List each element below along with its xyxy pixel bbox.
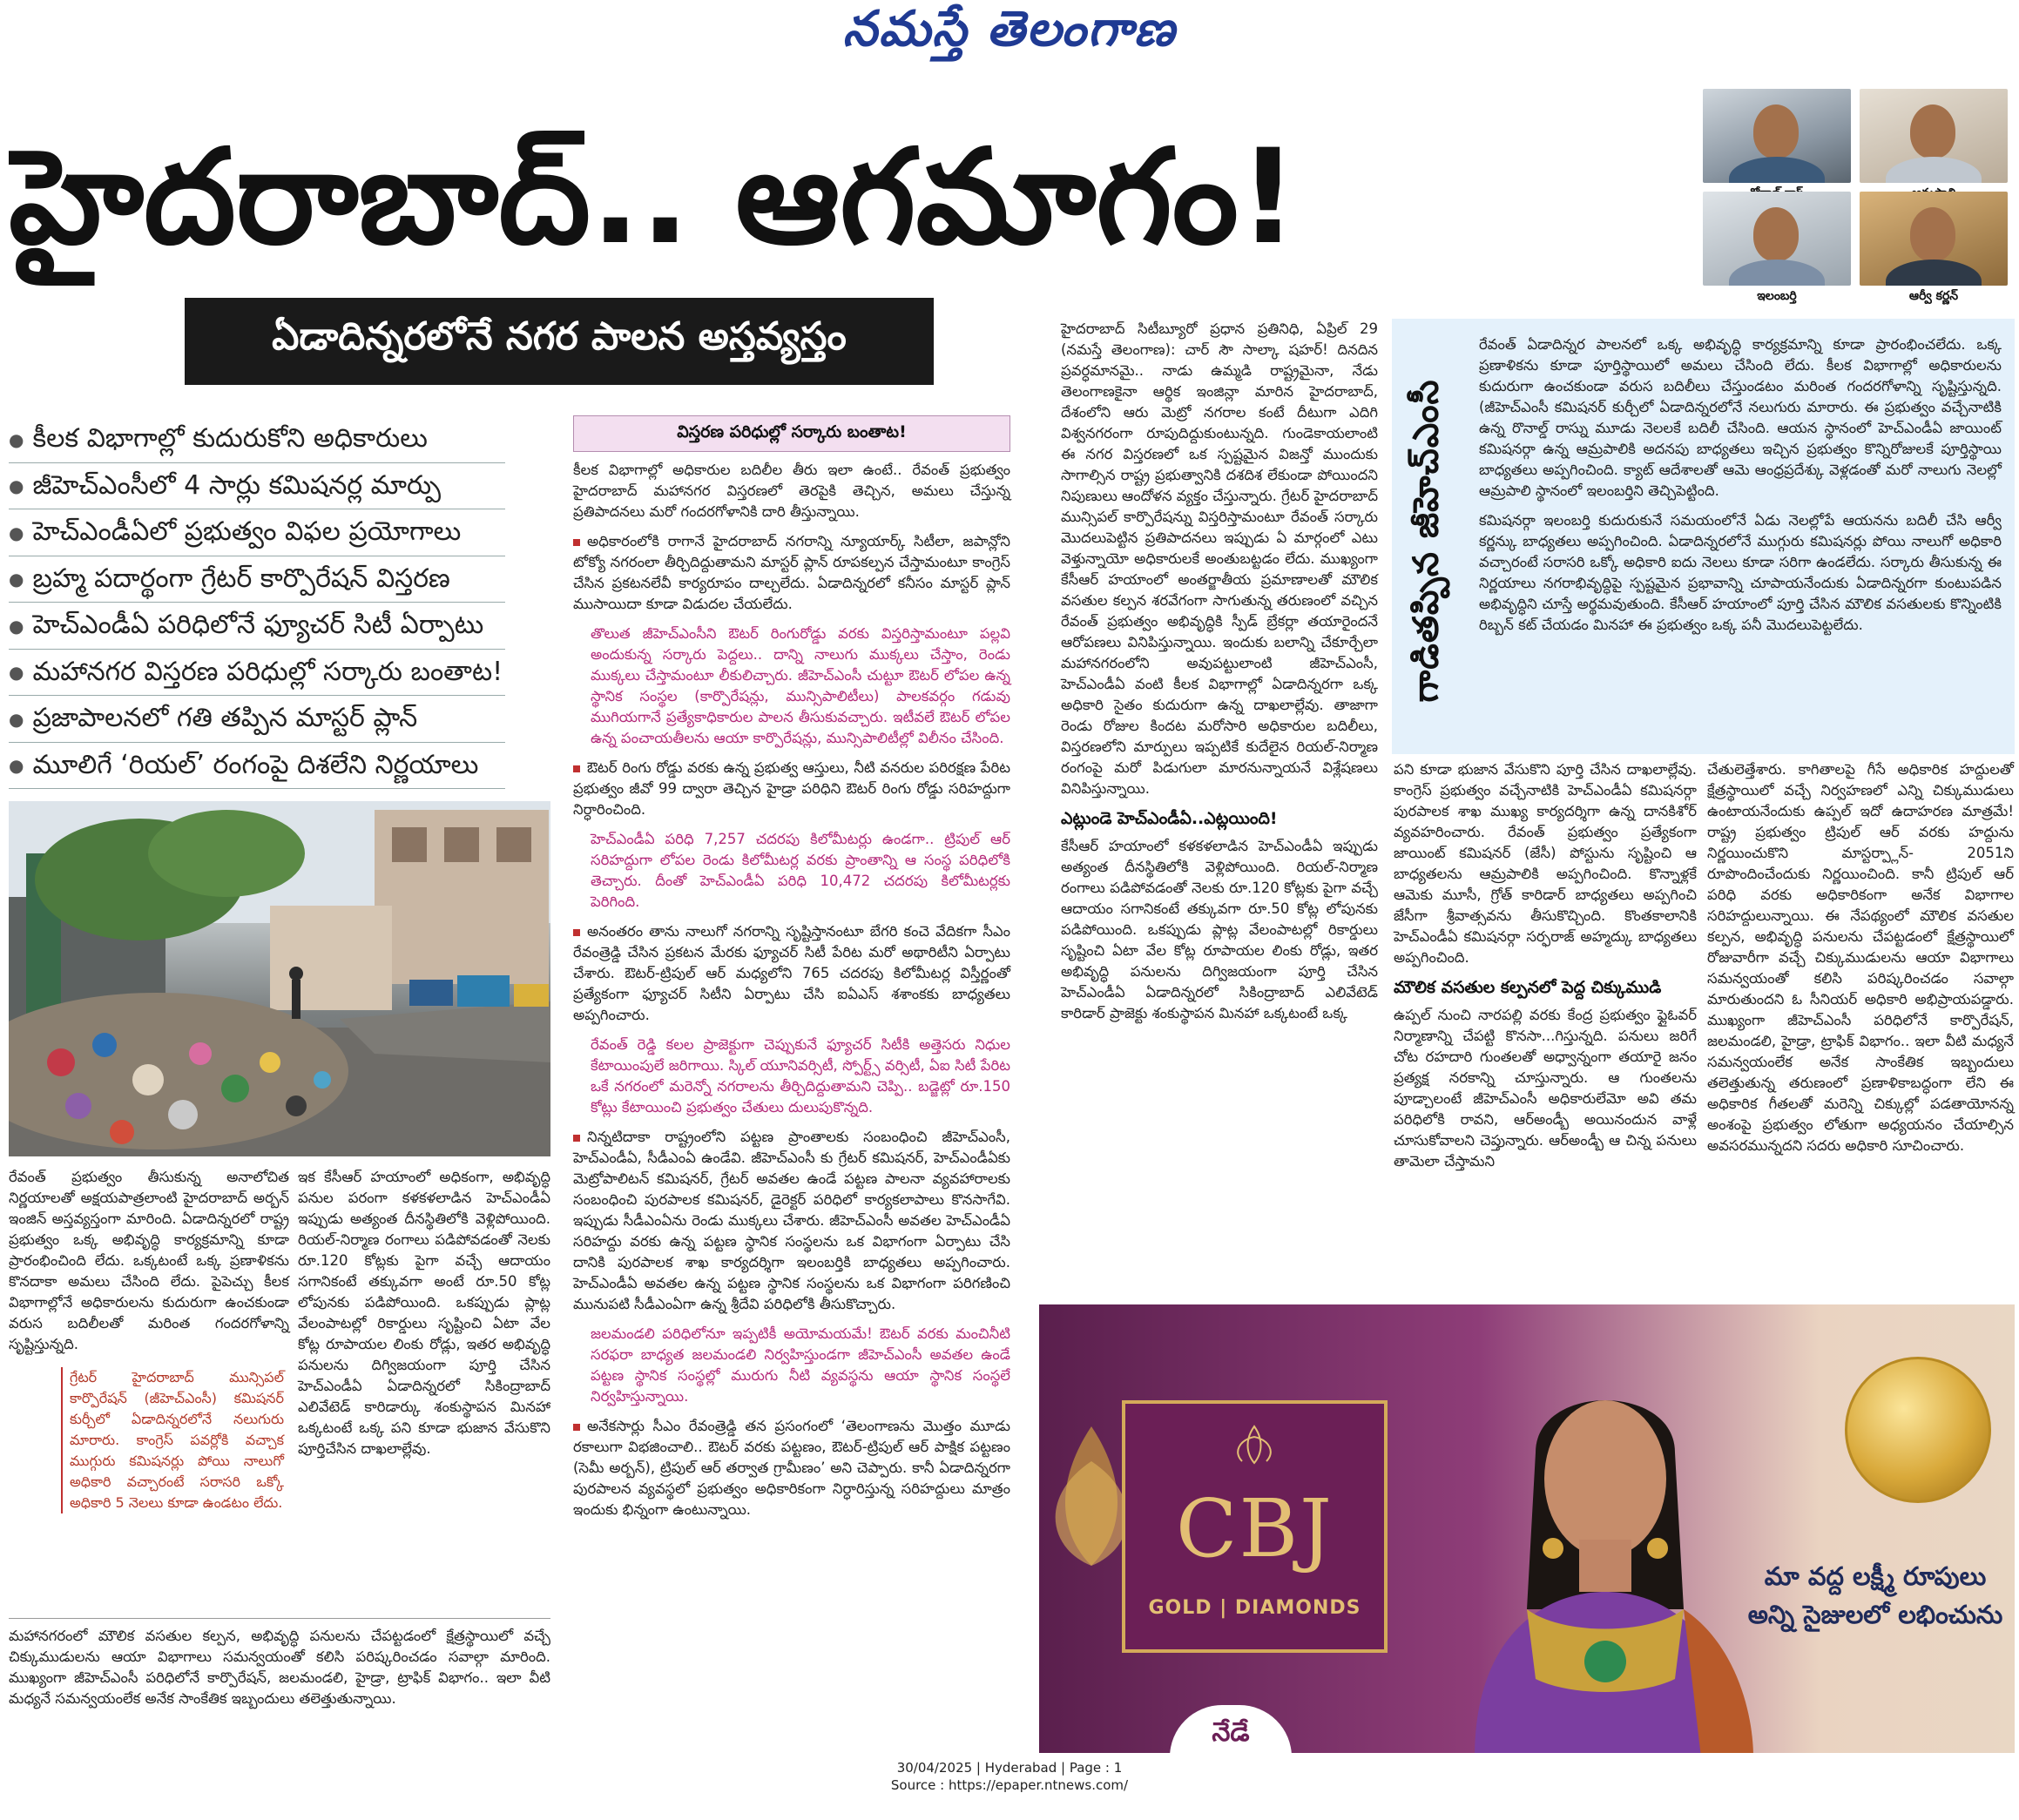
subheadline: ఏడాదిన్నరలోనే నగర పాలన అస్తవ్యస్తం <box>185 298 934 385</box>
edition-info: 30/04/2025 | Hyderabad | Page : 1 <box>896 1760 1123 1776</box>
bullet-paragraph: అనేకసార్లు సీఎం రేవంత్రెడ్డి తన ప్రసంగంలో ‘తెలంగాణను మొత్తం మూడు రకాలుగా విభజించాలి.. ఔటర్ వరకు పట్టణం, ఔటర్-ట్రిపుల్ ఆర్ పాక్షిక పట్టణం (సెమీ అర్బన్), ట్రిపుల్ ఆర్ తర్వాత గ్రామీణం’ అని చెప్పారు. కానీ ఏడాదిన్నరగా పురపాలన వ్యవస్థలో ప్రభుత్వం అధికారికంగా నిర్ధారిస్తున్న సరిహద్దులు మాత్రం ఇందుకు భిన్నంగా ఉంటున్నాయి. <box>573 1418 1010 1518</box>
highlight-paragraph: జలమండలి పరిధిలోనూ ఇప్పటికీ అయోమయమే! ఔటర్ వరకు మంచినీటి సరఫరా బాధ్యత జలమండలి నిర్వహిస్తుండగా జీహెచ్ఎంసీ అవతల ఉండే పట్టణ స్థానిక సంస్థల్లో మురుగు నీటి వ్యవస్థను ఆయా స్థానిక సంస్థలే నిర్వహిస్తున్నాయి. <box>591 1325 1010 1405</box>
red-square-icon <box>573 1135 580 1142</box>
ad-line: అన్ని సైజులలో లభించును <box>1747 1600 2003 1629</box>
section-heading: విస్తరణ పరిధుల్లో సర్కారు బంతాట! <box>573 415 1010 452</box>
key-point: ● హెచ్ఎండీఏ పరిధిలోనే ఫ్యూచర్ సిటీ ఏర్పాటు <box>9 603 505 650</box>
officer-photo <box>1860 192 2008 306</box>
photo-caption: ఆర్వీ కర్ణన్ <box>1908 289 1959 303</box>
article-col-6 <box>1707 759 2014 1165</box>
vertical-title: గాడితప్పిన జీహెచ్ఎంసీ <box>1407 379 1447 703</box>
pull-quote-text: గ్రేటర్ హైదరాబాద్ మున్సిపల్ కార్పొరేషన్ (జీహెచ్ఎంసీ) కమిషనర్ కుర్చీలో ఏడాదిన్నరలోనే నలుగురు మారారు. కాంగ్రెస్ పవర్లోకి వచ్చాక ముగ్గురు కమిషనర్లు పోయి నాలుగో అధికారి వచ్చారంటే సరాసరి ఒక్కో అధికారి 5 నెలలు కూడా ఉండటం లేదు. <box>70 1369 284 1511</box>
paragraph: చేతులెత్తేశారు. కాగితాలపై గీసే అధికారిక హద్దులతో క్షేత్రస్థాయిలో వచ్చే నిర్వహణలో ఎన్ని చిక్కుముడులు ఉంటాయనేందుకు ఉప్పల్ ఇదో ఉదాహరణ మాత్రమే! రాష్ట్ర ప్రభుత్వం ట్రిపుల్ ఆర్ వరకు హద్దును నిర్ణయించుకొని మాస్టర్ప్లాన్- 2051ని రూపొందించేందుకు నిర్ణయించింది. కానీ ట్రిపుల్ ఆర్ పరిధి వరకు అధికారికంగా అనేక విభాగాల సరిహద్దులున్నాయి. ఈ నేపథ్యంలో మౌలిక వసతుల కల్పన, అభివృద్ధి పనులను చేపట్టడంలో క్షేత్రస్థాయిలో రోజువారీగా వచ్చే చిక్కుముడులను ఆయా విభాగాలు సమన్వయంతో కలిసి పరిష్కరించడం సవాల్గా మారుతుందని ఓ సీనియర్ అధికారి అభిప్రాయపడ్డారు. ముఖ్యంగా జీహెచ్ఎంసీ పరిధిలోనే కార్పొరేషన్, జలమండలి, హైడ్రా, ట్రాఫిక్ విభాగం.. ఇలా వీటి మధ్యనే సమన్వయంలేక అనేక సాంకేతిక ఇబ్బందులు తలెత్తుతున్న తరుణంలో ప్రణాళికాబద్ధంగా లేని ఈ అధికారిక గీతలతో మరెన్ని చిక్కుల్లో పడతాయోనన్న అంశంపై ప్రభుత్వం లోతుగా అధ్యయనం చేయాల్సిన అవసరమున్నదని సదరు అధికారి సూచించారు. <box>1707 761 2014 1154</box>
article-col-3 <box>573 460 1010 1529</box>
masthead <box>0 0 2019 61</box>
paragraph: కేసీఆర్ హయాంలో కళకళలాడిన హెచ్ఎండీఏ ఇప్పుడు అత్యంత దీనస్థితిలోకి వెళ్లిపోయింది. రియల్-నిర్మాణ రంగాలు పడిపోవడంతో నెలకు రూ.120 కోట్లకు పైగా వచ్చే ఆదాయం సగానికంటే తక్కువగా రూ.50 కోట్ల లోపునకు పడిపోయింది. ఒకప్పుడు ప్లాట్ల వేలంపాటల్లో రికార్డులు సృష్టించి ఏటా వేల కోట్ల రూపాయల లింకు రోడ్లు, ఇతర అభివృద్ధి పనులను దిగ్విజయంగా పూర్తి చేసిన హెచ్ఎండీఏ ఏడాదిన్నరలో సికింద్రాబాద్ ఎలివేటెడ్ కారిడార్ ప్రాజెక్టు శంకుస్థాపన మినహా ఒక్కటంటే ఒక్క <box>1061 838 1378 1021</box>
ad-line: మా వద్ద లక్ష్మీ రూపులు <box>1764 1561 1987 1591</box>
peacock-lotus-icon <box>1226 1423 1282 1466</box>
red-square-icon <box>573 929 580 936</box>
bullet-paragraph: ఔటర్ రింగు రోడ్డు వరకు ఉన్న ప్రభుత్వ ఆస్తులు, నీటి వనరుల పరిరక్షణ పేరిట ప్రభుత్వం జీవో 99 ద్వారా తెచ్చిన హైడ్రా పరిధిని ఔటర్ రింగు రోడ్డు సరిహద్దుగా నిర్ధారించింది. <box>573 759 1010 818</box>
sidebar-text <box>1479 334 2002 644</box>
source-link[interactable]: Source : https://epaper.ntnews.com/ <box>890 1777 1129 1793</box>
cbj-advertisement[interactable] <box>1039 1304 2015 1753</box>
article-col-5 <box>1394 759 1697 1181</box>
key-point: ● జీహెచ్ఎంసీలో 4 సార్లు కమిషనర్ల మార్పు <box>9 463 505 510</box>
red-square-icon <box>573 1424 580 1431</box>
highlight-paragraph: రేవంత్ రెడ్డి కలల ప్రాజెక్టుగా చెప్పుకునే ఫ్యూచర్ సిటీకి అత్తెసరు నిధుల కేటాయింపులే జరిగాయి. స్కిల్ యూనివర్సిటీ, స్పోర్ట్స్ వర్సిటీ, ఏఐ సిటీ పేరిట ఒకే నగరంలో మరెన్నో నగరాలను తీర్చిదిద్దుతామని చెప్పి.. బడ్జెట్లో రూ.150 కోట్లు కేటాయించి ప్రభుత్వం చేతులు దులుపుకొన్నది. <box>591 1036 1010 1116</box>
officer-photo <box>1703 192 1851 306</box>
key-point: ● ప్రజాపాలనలో గతి తప్పిన మాస్టర్ ప్లాన్ <box>9 696 505 743</box>
article-col-4 <box>1061 319 1378 1033</box>
paragraph: రేవంత్ ప్రభుత్వం తీసుకున్న అనాలోచిత నిర్ణయాలతో అక్షయపాత్రలాంటి హైదరాబాద్ అర్బన్ ఇంజిన్ అస్తవ్యస్తంగా మారింది. ఏడాదిన్నరలో రాష్ట్ర ప్రభుత్వం ఒక్క అభివృద్ధి కార్యక్రమాన్ని కూడా ప్రారంభించింది లేదు. ఒక్కటంటే ఒక్క ప్రణాళికను కొనదాకా అమలు చేసింది లేదు. పైపెచ్చు కీలక విభాగాల్లోనే అధికారులను కుదురుగా ఉంచకుండా వరుస బదిలీలతో మరింత గందరగోళాన్ని సృష్టిస్తున్నది. <box>9 1169 289 1352</box>
red-square-icon <box>573 765 580 772</box>
ad-message <box>1740 1557 2010 1634</box>
lakshmi-gold-coin-icon <box>1845 1357 1991 1503</box>
key-points-list <box>9 416 505 789</box>
key-point: ● బ్రహ్మ పదార్థంగా గ్రేటర్ కార్పొరేషన్ విస్తరణ <box>9 556 505 603</box>
subheading: మౌలిక వసతుల కల్పనలో పెద్ద చిక్కుముడి <box>1394 978 1662 997</box>
ad-badge: నేడే <box>1170 1705 1292 1753</box>
paragraph: ఉప్పల్ నుంచి నారపల్లి వరకు కేంద్ర ప్రభుత్వం ఫ్లైఓవర్ నిర్మాణాన్ని చేపట్టి కొనసా...గిస్తున్నది. పనులు జరిగే చోట రహదారి గుంతలతో అధ్వాన్నంగా తయారై జనం ప్రత్యక్ష నరకాన్ని చూస్తున్నారు. ఆ గుంతలను పూడ్చాలంటే జీహెచ్ఎంసీ అధికారులేమో అవి తమ పరిధిలోకి రావని, ఆర్అండ్బీ అయినందున వాళ్లే చూసుకోవాలని చెప్తున్నారు. ఆర్అండ్బీ ఆ చిన్న పనులు తామెలా చేస్తామని <box>1394 1007 1697 1170</box>
photo-caption: ఇలంబర్తి <box>1757 289 1797 303</box>
masthead-logo: నమస్తే తెలంగాణ <box>842 0 1177 57</box>
model-portrait <box>1422 1348 1788 1753</box>
key-point: ● కీలక విభాగాల్లో కుదురుకోని అధికారులు <box>9 416 505 463</box>
bullet-paragraph: నిన్నటిదాకా రాష్ట్రంలోని పట్టణ ప్రాంతాలకు సంబంధించి జీహెచ్ఎంసీ, హెచ్ఎండీఏ, సీడీఎంఏ ఉండేవి. జీహెచ్ఎంసీ కు గ్రేటర్ కమిషనర్, హెచ్ఎండీఏకు మెట్రోపాలిటన్ కమిషనర్, గ్రేటర్ అవతల ఉండే పట్టణ పాలనా వ్యవహారాలకు సంబంధించి పురపాలక కమిషనర్, డైరెక్టర్ పరిధిలో కార్యకలాపాలు కొనసాగేవి. ఇప్పుడు సీడీఎంఏను రెండు ముక్కలు చేశారు. జీహెచ్ఎంసీ అవతల హెచ్ఎండీఏ సరిహద్దు వరకు ఉన్న పట్టణ స్థానిక సంస్థలను ఒక విభాగంగా ఏర్పాటు చేసి దానికి పురపాలక శాఖ కార్యదర్శిగా ఇలంబర్తికి బాధ్యతలు అప్పగించారు. హెచ్ఎండీఏ అవతల ఉన్న పట్టణ స్థానిక సంస్థలను ఒక విభాగంగా పరిగణించి మునుపటి సీడీఎంఏగా ఉన్న శ్రీదేవి పరిధిలోకి తీసుకొచ్చారు. <box>573 1129 1010 1312</box>
officer-photo <box>1703 89 1851 203</box>
page-footer <box>0 1759 2019 1794</box>
paragraph: మహానగరంలో మౌలిక వసతుల కల్పన, అభివృద్ధి పనులను చేపట్టడంలో క్షేత్రస్థాయిలో వచ్చే చిక్కుముడులను ఆయా విభాగాలు సమన్వయంతో కలిసి పరిష్కరించడం సవాల్గా మారింది. ముఖ్యంగా జీహెచ్ఎంసీ పరిధిలోనే కార్పొరేషన్, జలమండలి, హైడ్రా, ట్రాఫిక్ విభాగం.. ఇలా వీటి మధ్యనే సమన్వయంలేక అనేక సాంకేతిక ఇబ్బందులు తలెత్తుతున్నాయి. <box>9 1628 550 1707</box>
key-point: ● మహానగర విస్తరణ పరిధుల్లో సర్కారు బంతాట! <box>9 650 505 697</box>
brand-logo-box <box>1122 1400 1388 1653</box>
paragraph: కీలక విభాగాల్లో అధికారుల బదిలీల తీరు ఇలా ఉంటే.. రేవంత్ ప్రభుత్వం హైదరాబాద్ మహానగర విస్తరణలో తెరపైకి తెచ్చిన, అమలు చేస్తున్న ప్రతిపాదనలు మరో గందరగోళానికి దారి తీస్తున్నాయి. <box>573 462 1010 520</box>
highlight-paragraph: తొలుత జీహెచ్ఎంసీని ఔటర్ రింగురోడ్డు వరకు విస్తరిస్తామంటూ పల్లవి అందుకున్న సర్కారు పెద్దలు.. దాన్ని నాలుగు ముక్కలు చేస్తాం, రెండు ముక్కలు చేస్తామంటూ లీకులిచ్చారు. జీహెచ్ఎంసీ చుట్టూ ఔటర్ లోపల ఉన్న స్థానిక సంస్థల (కార్పొరేషన్లు, మున్సిపాలిటీలు) పాలకవర్గం గడువు ముగియగానే ప్రత్యేకాధికారుల పాలన తీసుకువచ్చారు. ఇటీవలే ఔటర్ లోపల ఉన్న పంచాయతీలను ఆయా కార్పొరేషన్లు, మున్సిపాలిటీల్లో విలీనం చేసింది. <box>591 625 1010 746</box>
officer-photos <box>1703 89 2016 305</box>
paragraph: పని కూడా భుజాన వేసుకొని పూర్తి చేసిన దాఖలాల్లేవు. కాంగ్రెస్ ప్రభుత్వం వచ్చేనాటికి హెచ్ఎండీఏ కమిషనర్గా పురపాలక శాఖ ముఖ్య కార్యదర్శిగా ఉన్న దానకిశోర్ వ్యవహరించారు. రేవంత్ ప్రభుత్వం ప్రత్యేకంగా జాయింట్ కమిషనర్ (జేసీ) పోస్టును సృష్టించి ఆ బాధ్యతలను ఆమ్రపాలికి అప్పగించింది. కొన్నాళ్లకే ఆమెకు మూసీ, గ్రోత్ కారిడార్ బాధ్యతలు అప్పగించి జేసీగా శ్రీవాత్సవను తీసుకొచ్చింది. కొంతకాలానికి హెచ్ఎండీఏ కమిషనర్గా సర్ఫరాజ్ అహ్మద్కు బాధ్యతలు అప్పగించింది. <box>1394 761 1697 966</box>
brand-name: CBJ <box>1176 1482 1334 1575</box>
bullet-paragraph: అనంతరం తాను నాలుగో నగరాన్ని సృష్టిస్తానంటూ బేగరి కంచె వేదికగా సీఎం రేవంత్రెడ్డి చేసిన ప్రకటన మేరకు ఫ్యూచర్ సిటీ పేరిట మరో అథారిటీని ఏర్పాటు చేశారు. ఔటర్-ట్రిపుల్ ఆర్ మధ్యలోని 765 చదరపు కిలోమీటర్ల విస్తీర్ణంతో ప్రత్యేకంగా ఫ్యూచర్ సిటీని ఏర్పాటు చేసి ఐఏఎస్ శశాంకకు బాధ్యతలు అప్పగించారు. <box>573 923 1010 1023</box>
paragraph: ఇక కేసీఆర్ హయాంలో అధికంగా, అభివృద్ధి పనుల పరంగా కళకళలాడిన హెచ్ఎండీఏ ఇప్పుడు అత్యంత దీనస్థితిలోకి వెళ్లిపోయింది. రియల్-నిర్మాణ రంగాలు పడిపోవడంతో నెలకు రూ.120 కోట్లకు పైగా వచ్చే ఆదాయం సగానికంటే తక్కువగా అంటే రూ.50 కోట్ల లోపునకు పడిపోయింది. ఒకప్పుడు ప్లాట్ల వేలంపాటల్లో రికార్డులు సృష్టించి ఏటా వేల కోట్ల రూపాయల లింకు రోడ్లు, ఇతర అభివృద్ధి పనులను దిగ్విజయంగా పూర్తి చేసిన హెచ్ఎండీఏ ఏడాదిన్నరలో సికింద్రాబాద్ ఎలివేటెడ్ కారిడార్కు శంకుస్థాపన మినహా ఒక్కటంటే ఒక్క పని కూడా భుజాన వేసుకొని పూర్తిచేసిన దాఖలాల్లేవు. <box>298 1169 550 1457</box>
paragraph: కమిషనర్గా ఇలంబర్తి కుదురుకునే సమయంలోనే ఏడు నెలల్లోపే ఆయనను బదిలీ చేసి ఆర్వీ కర్ణన్కు బాధ్యతలు అప్పగించింది. ఏడాదిన్నరలోనే ముగ్గురు కమిషనర్లు పోయి నాలుగో అధికారి వచ్చారంటే సరాసరి ఒక్కో అధికారి ఐదు నెలలు కూడా సరిగా ఉండలేదు. సర్కారు తీసుకున్న ఈ నిర్ణయాలు నగరాభివృద్ధిపై స్పష్టమైన ప్రభావాన్ని చూపాయనేందుకు ఏడాదిన్నరగా కుంటుపడిన అభివృద్ధిని చూస్తే అర్థమవుతుంది. కేసీఆర్ హయాంలో పూర్తి చేసిన మౌలిక వసతులకు కొన్నింటికి రిబ్బన్ కట్ చేయడం మినహా ఈ ప్రభుత్వం ఒక్క పనీ మొదలుపెట్టలేదు. <box>1479 512 2002 633</box>
paragraph: హైదరాబాద్ సిటీబ్యూరో ప్రధాన ప్రతినిధి, ఏప్రిల్ 29 (నమస్తే తెలంగాణ): చార్ సౌ సాల్కా షహర్! దినదిన ప్రవర్ధమానమై.. నాడు ఉమ్మడి రాష్ట్రమైనా, నేడు తెలంగాణకైనా ఆర్థిక ఇంజిన్లా మారిన హైదరాబాద్, దేశంలోని ఆరు మెట్రో నగరాల కంటే దీటుగా ఎదిగి విశ్వనగరంగా రూపుదిద్దుకుంటున్నది. గుండెకాయలాంటి ఈ నగర విస్తరణలో ఒక స్పష్టమైన విజన్తో ముందుకు సాగాల్సిన రాష్ట్ర ప్రభుత్వానికి దశదిశ లేకుండా పోయిందని నిపుణులు ఆందోళన వ్యక్తం చేస్తున్నారు. గ్రేటర్ హైదరాబాద్ మున్సిపల్ కార్పొరేషన్ను విస్తరిస్తామంటూ రేవంత్ సర్కారు మొదలుపెట్టిన ప్రతిపాదనలు ఇప్పుడు ఏ మార్గంలో ఎటు వెళ్తున్నాయో అధికారులకే అంతుబట్టడం లేదు. ముఖ్యంగా కేసీఆర్ హయాంలో అంతర్జాతీయ ప్రమాణాలతో మౌలిక వసతుల కల్పన శరవేగంగా సాగుతున్న తరుణంలో వచ్చిన రేవంత్ ప్రభుత్వం అభివృద్ధికి స్పీడ్ బ్రేకర్లా తయారైందనే ఆరోపణలు వినిపిస్తున్నాయి. ఇందుకు బలాన్ని చేకూర్చేలా మహానగరంలోని అవుపట్టులాంటి జీహెచ్ఎంసీ, హెచ్ఎండీఏ వంటి కీలక విభాగాల్లో ఏడాదిన్నరగా ఒక్క అధికారి సైతం కుదురుగా ఉన్న దాఖలాల్లేవు. తాజాగా రెండు రోజుల కిందట మరోసారి అధికారుల బదిలీలు, విస్తరణలోని మార్పులు ఇప్పటికే కుదేలైన రియల్-నిర్మాణ రంగంపై మరో పిడుగులా మారనున్నాయనే విశ్లేషణలు వినిపిస్తున్నాయి. <box>1061 320 1378 797</box>
article-col-1 <box>9 1167 289 1513</box>
headline: హైదరాబాద్.. ఆగమాగం! <box>9 122 1299 273</box>
highlight-paragraph: హెచ్ఎండీఏ పరిధి 7,257 చదరపు కిలోమీటర్లు ఉండగా.. ట్రిపుల్ ఆర్ సరిహద్దుగా లోపల రెండు కిలోమీటర్ల వరకు ప్రాంతాన్ని ఆ సంస్థ పరిధిలోకి తెచ్చారు. దీంతో హెచ్ఎండీఏ పరిధి 10,472 చదరపు కిలోమీటర్లకు పెరిగింది. <box>591 831 1010 910</box>
officer-photo <box>1860 89 2008 203</box>
brand-tagline: GOLD | DIAMONDS <box>1148 1597 1361 1619</box>
key-point: ● మూలిగే ‘రియల్’ రంగంపై దిశలేని నిర్ణయాలు <box>9 743 505 790</box>
red-square-icon <box>573 539 580 546</box>
subheading: ఎట్లుండె హెచ్ఎండీఏ..ఎట్లయింది! <box>1061 809 1278 828</box>
sidebar-box <box>1392 319 2015 754</box>
garbage-street-photo <box>9 801 550 1156</box>
paragraph: రేవంత్ ఏడాదిన్నర పాలనలో ఒక్క అభివృద్ధి కార్యక్రమాన్ని కూడా ప్రారంభించలేదు. ఒక్క ప్రణాళికను కూడా పూర్తిస్థాయిలో అమలు చేసింది లేదు. కీలక విభాగాల్లో అధికారులను కుదురుగా ఉంచకుండా వరుస బదిలీలు చేస్తుండటం మరింత గందరగోళాన్ని సృష్టిస్తున్నది. (జీహెచ్ఎంసీ కమిషనర్ కుర్చీలో ఏడాదిన్నరలోనే నలుగురు మారారు. ఈ ప్రభుత్వం వచ్చేనాటికి ఉన్న రొనాల్డ్ రాస్ను మూడు నెలలకే బదిలీ చేసింది. ఆయన స్థానంలో హెచ్ఎండీఏ జాయింట్ కమిషనర్గా ఉన్న ఆమ్రపాలికి అదనపు బాధ్యతలు ఇచ్చిన ప్రభుత్వం కొన్నిరోజులకే పూర్తిస్థాయి బాధ్యతలు అప్పగించింది. క్యాట్ ఆదేశాలతో ఆమె ఆంధ్రప్రదేశ్కు వెళ్లడంతో మరో నాలుగు నెలల్లో ఆమ్రపాలి స్థానంలో ఇలంబర్తిని తెచ్చిపెట్టింది. <box>1479 336 2002 499</box>
article-col-1-bottom <box>9 1618 550 1709</box>
article-col-2 <box>298 1167 550 1468</box>
pull-quote <box>61 1367 284 1513</box>
bullet-paragraph: అధికారంలోకి రాగానే హైదరాబాద్ నగరాన్ని న్యూయార్క్ సిటీలా, జపాన్లోని టోక్యో నగరంలా తీర్చిదిద్దుతామని మాస్టర్ ప్లాన్ రూపకల్పన చేస్తామంటూ కాంగ్రెస్ చేసిన ప్రకటనలేవీ కార్యరూపం దాల్చలేదు. ఏడాదిన్నరలో కనీసం మాస్టర్ ప్లాన్ ముసాయిదా కూడా విడుదల చేయలేదు. <box>573 533 1010 612</box>
key-point: ● హెచ్ఎండీఏలో ప్రభుత్వం విఫల ప్రయోగాలు <box>9 509 505 556</box>
